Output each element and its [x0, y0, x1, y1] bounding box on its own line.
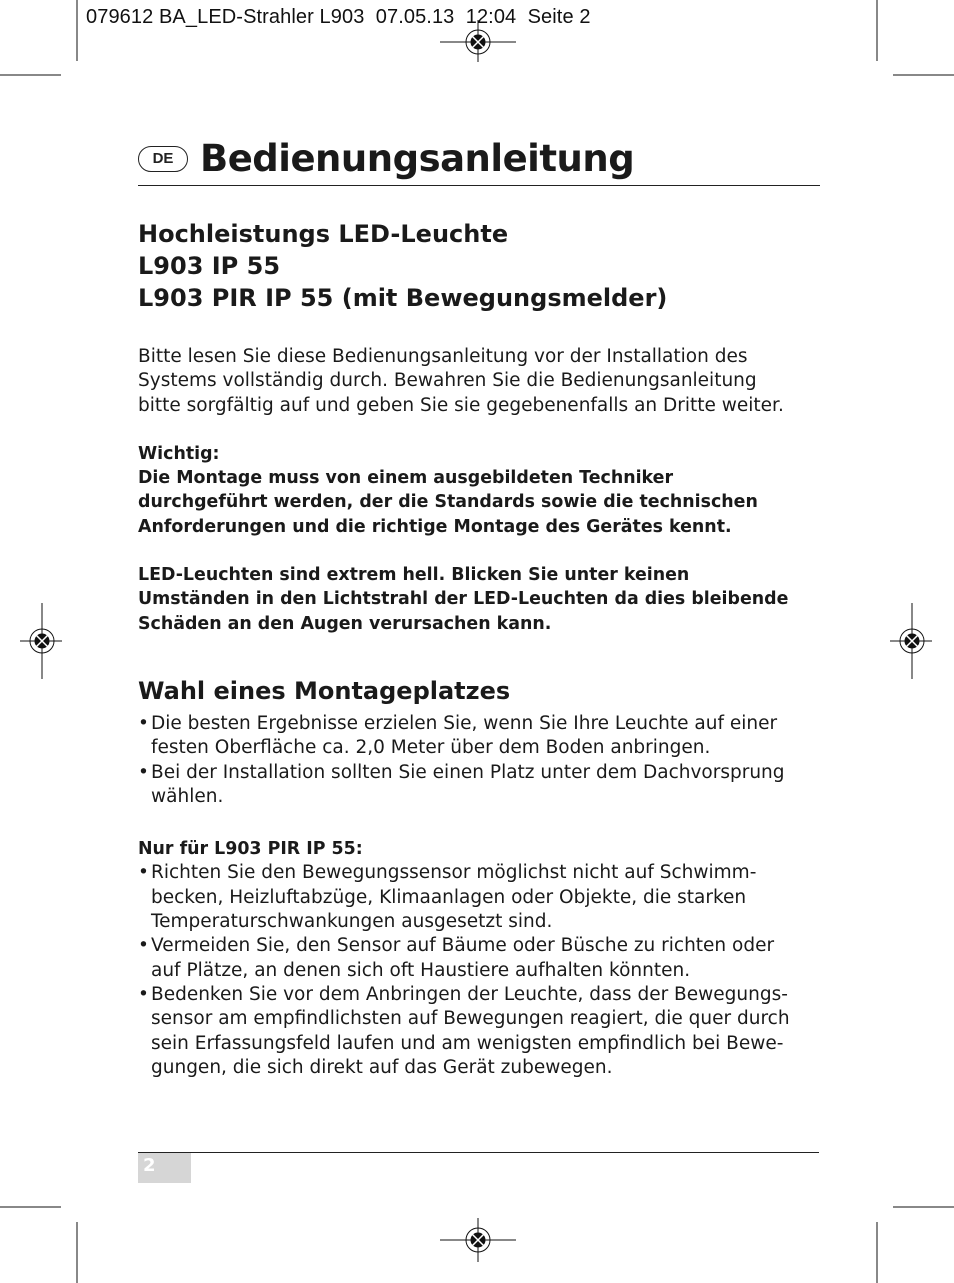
- registration-mark-right-icon: [890, 603, 932, 679]
- product-heading-line: Hochleistungs LED-Leuchte: [138, 220, 509, 248]
- list-item: • Vermeiden Sie, den Sensor auf Bäume oder Büsche zu richten oder auf Plätze, an denen sich oft Haustiere aufhalten könnten.: [138, 935, 775, 981]
- page-number: 2: [138, 1153, 191, 1183]
- registration-mark-bottom-icon: [440, 1218, 516, 1262]
- warning-line: Umständen in den Lichtstrahl der LED-Leuchten da dies bleibende: [138, 589, 789, 610]
- footer-rule: [138, 1152, 819, 1153]
- important-line: Die Montage muss von einem ausgebildeten Techniker: [138, 468, 674, 489]
- list-item: • Die besten Ergebnisse erzielen Sie, wenn Sie Ihre Leuchte auf einer festen Oberfläche ca. 2,0 Meter über dem Boden anbringen.: [138, 712, 778, 759]
- intro-line: Systems vollständig durch. Bewahren Sie die Bedienungsanleitung: [138, 370, 757, 392]
- intro-line: Bitte lesen Sie diese Bedienungsanleitung vor der Installation des: [138, 346, 748, 367]
- important-line: Anforderungen und die richtige Montage des Gerätes kennt.: [138, 516, 732, 537]
- list-item: • Bei der Installation sollten Sie einen Platz unter dem Dachvorsprung wählen.: [138, 761, 785, 807]
- warning-line: Schäden an den Augen verursachen kann.: [138, 613, 552, 634]
- list-item: • Bedenken Sie vor dem Anbringen der Leuchte, dass der Bewegungs- sensor am empfindlichsten auf Bewegungen reagiert, die quer durch sein Erfassungsfeld laufen und am wenigsten empfindlich bei Bewe- gungen, die sich direkt auf das Gerät zubewegen.: [138, 983, 790, 1078]
- warning-notice: [138, 563, 820, 636]
- mounting-bullet-list: [138, 712, 820, 809]
- language-badge: DE: [138, 146, 188, 172]
- title-row: [138, 137, 820, 186]
- intro-paragraph: [138, 345, 820, 418]
- product-heading-line: L903 PIR IP 55 (mit Bewegungsmelder): [138, 284, 668, 312]
- important-line: durchgeführt werden, der die Standards sowie die technischen: [138, 492, 758, 513]
- warning-line: LED-Leuchten sind extrem hell. Blicken Sie unter keinen: [138, 565, 690, 586]
- page-title: Bedienungsanleitung: [200, 137, 635, 180]
- list-item: • Richten Sie den Bewegungssensor möglichst nicht auf Schwimm- becken, Heizluftabzüge, Klimaanlagen oder Objekte, die starken Temperaturschwankungen ausgesetzt sind.: [138, 862, 757, 933]
- pir-only-label: Nur für L903 PIR IP 55:: [138, 839, 363, 860]
- registration-mark-left-icon: [20, 603, 62, 679]
- pir-bullet-list: [138, 861, 820, 1080]
- product-heading-line: L903 IP 55: [138, 252, 281, 280]
- intro-line: bitte sorgfältig auf und geben Sie sie gegebenenfalls an Dritte weiter.: [138, 394, 784, 416]
- print-slug: 079612 BA_LED-Strahler L903 07.05.13 12:04 Seite 2: [86, 6, 591, 28]
- section-title-mounting: Wahl eines Montageplatzes: [138, 676, 511, 705]
- important-label: Wichtig:: [138, 443, 220, 464]
- manual-page: [138, 137, 820, 1080]
- product-heading: [138, 218, 820, 314]
- important-notice: [138, 442, 820, 539]
